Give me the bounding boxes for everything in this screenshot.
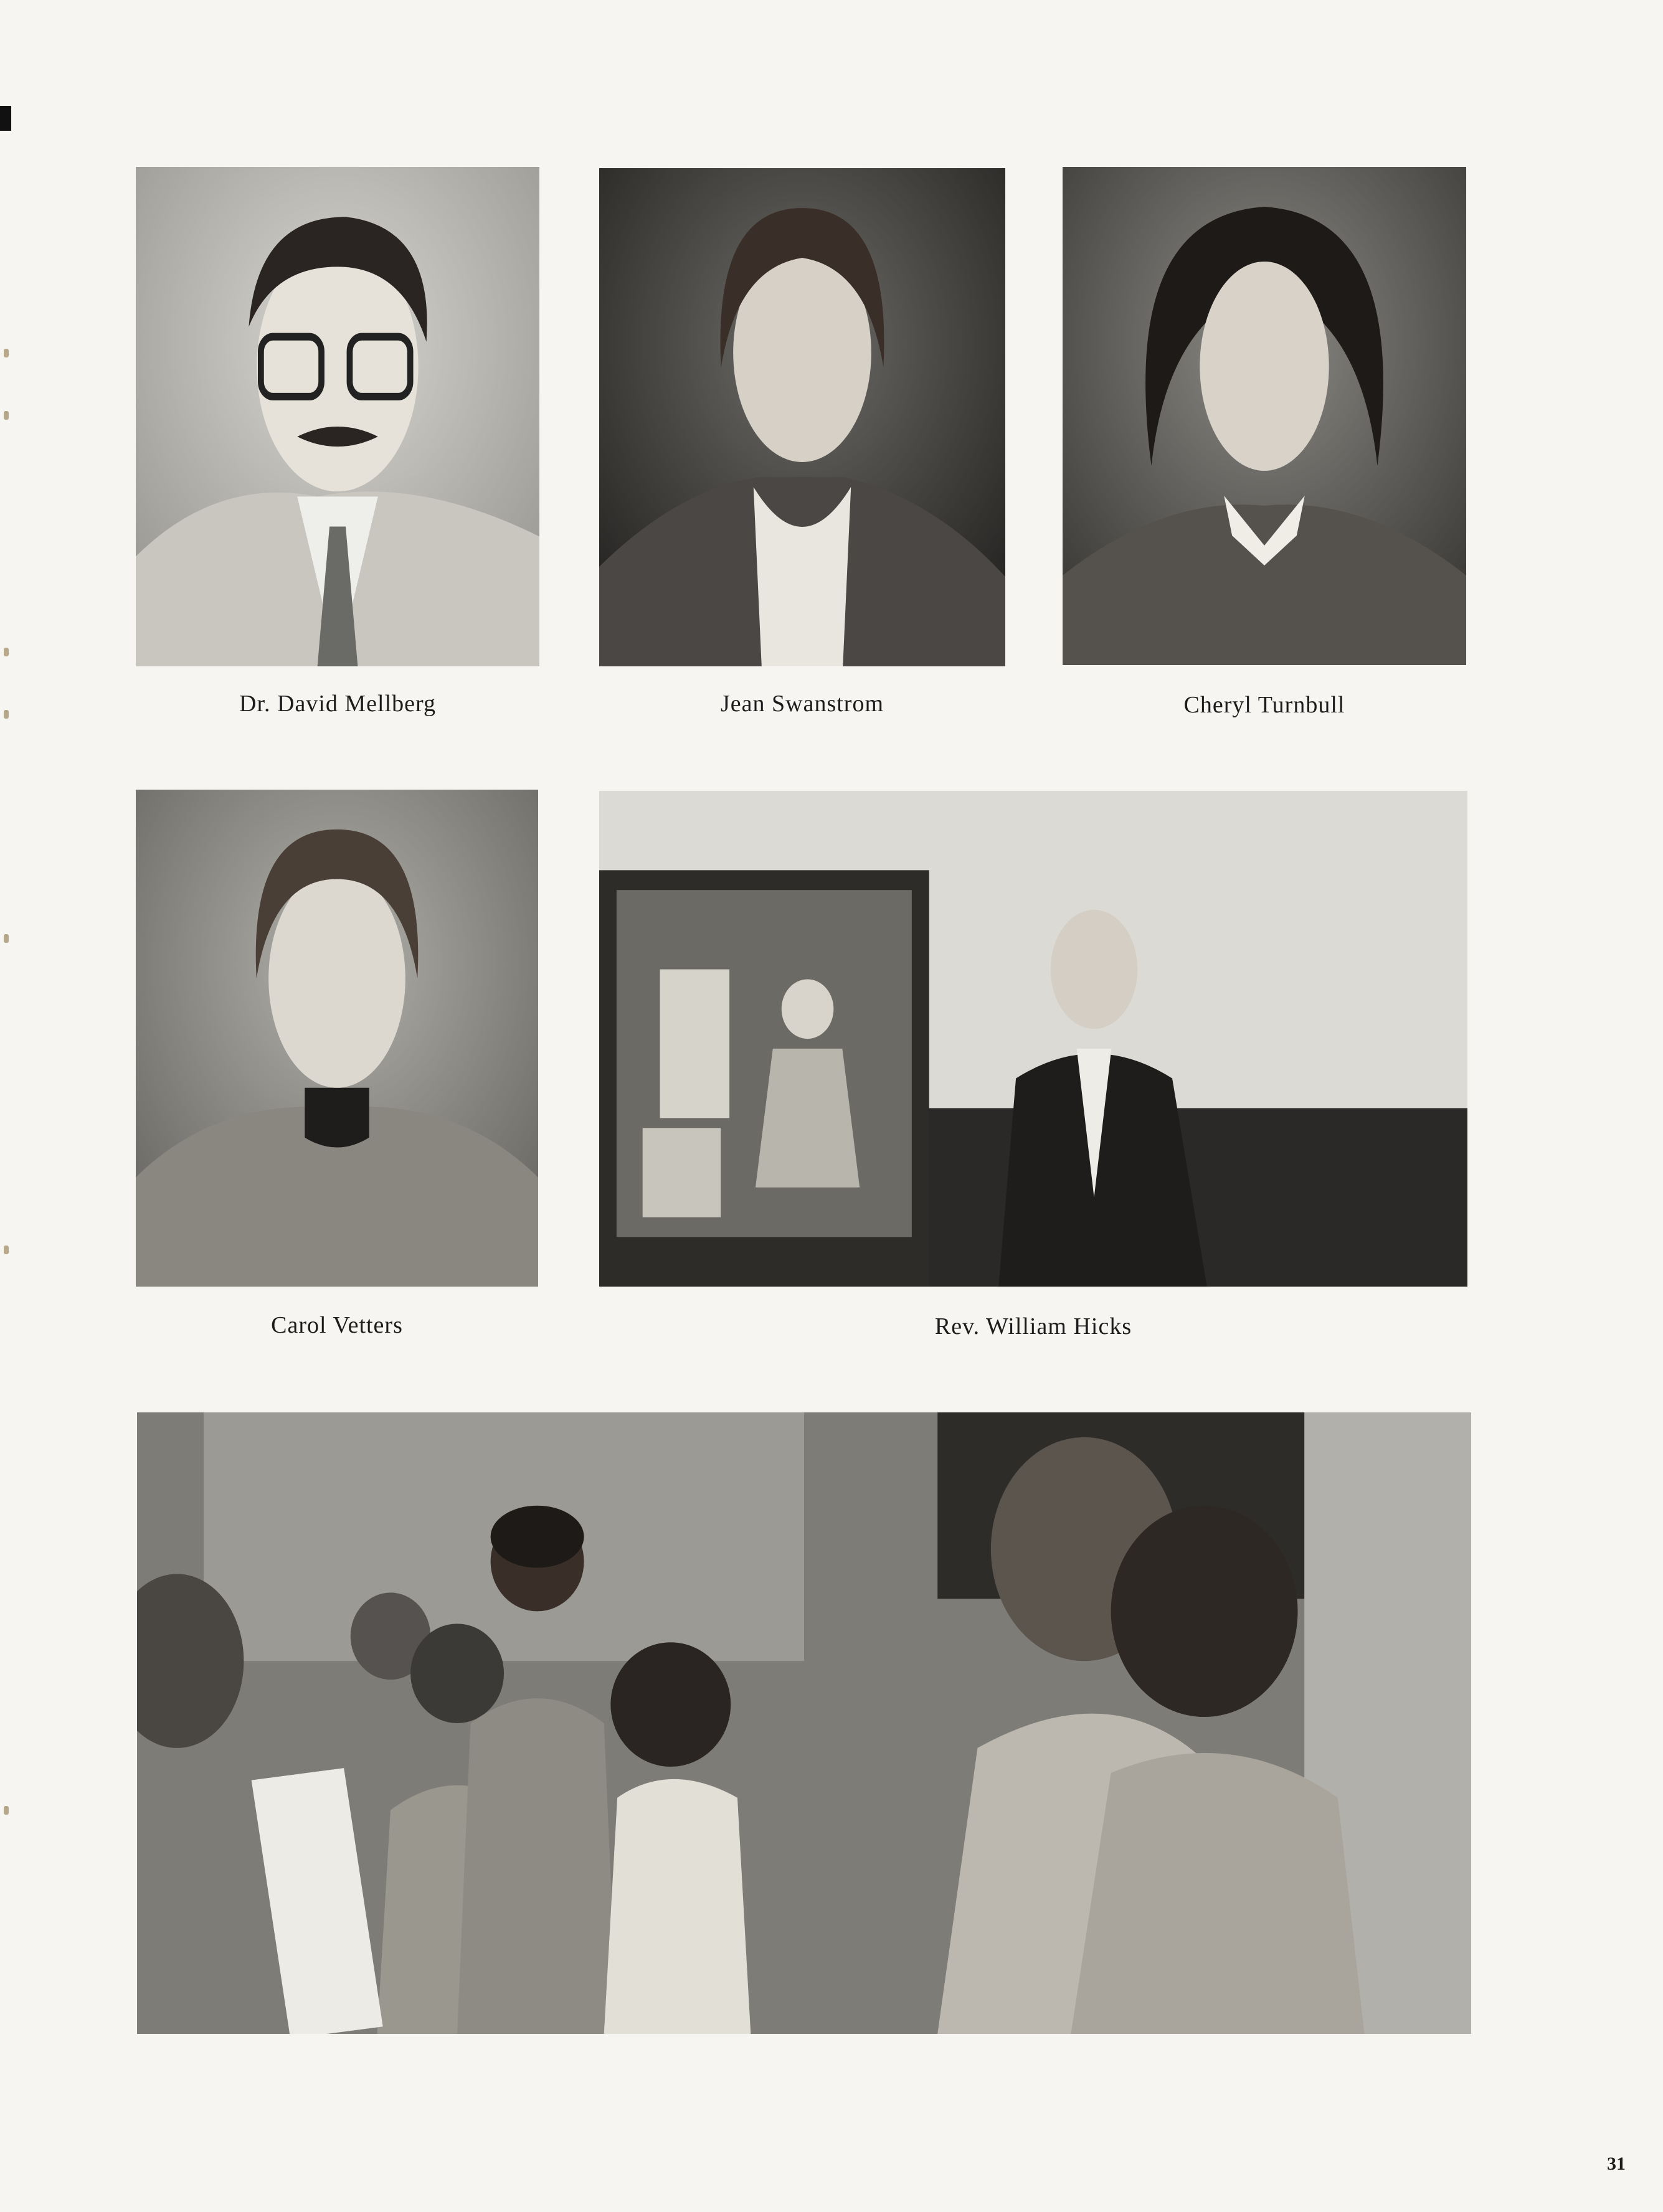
binding-hole bbox=[4, 934, 9, 943]
photo-caption: Cheryl Turnbull bbox=[1183, 692, 1345, 718]
portrait-photo-swanstrom bbox=[599, 168, 1005, 666]
photo-caption: Carol Vetters bbox=[271, 1312, 403, 1338]
binding-hole bbox=[4, 1806, 9, 1815]
photo-classroom-group bbox=[137, 1412, 1471, 2034]
binding-hole bbox=[4, 349, 9, 357]
photo-caption: Dr. David Mellberg bbox=[239, 691, 436, 717]
portrait-photo-turnbull bbox=[1063, 167, 1466, 665]
binding-hole bbox=[4, 1245, 9, 1254]
binding-mark bbox=[0, 106, 11, 131]
portrait-photo-mellberg bbox=[136, 167, 539, 666]
photo-hicks-bulletin-board bbox=[599, 791, 1467, 1287]
photo-caption: Jean Swanstrom bbox=[720, 691, 884, 717]
portrait-photo-vetters bbox=[136, 790, 538, 1287]
binding-hole bbox=[4, 710, 9, 719]
binding-hole bbox=[4, 411, 9, 420]
page-number: 31 bbox=[1607, 2153, 1626, 2174]
binding-hole bbox=[4, 648, 9, 656]
photo-caption: Rev. William Hicks bbox=[934, 1313, 1132, 1340]
